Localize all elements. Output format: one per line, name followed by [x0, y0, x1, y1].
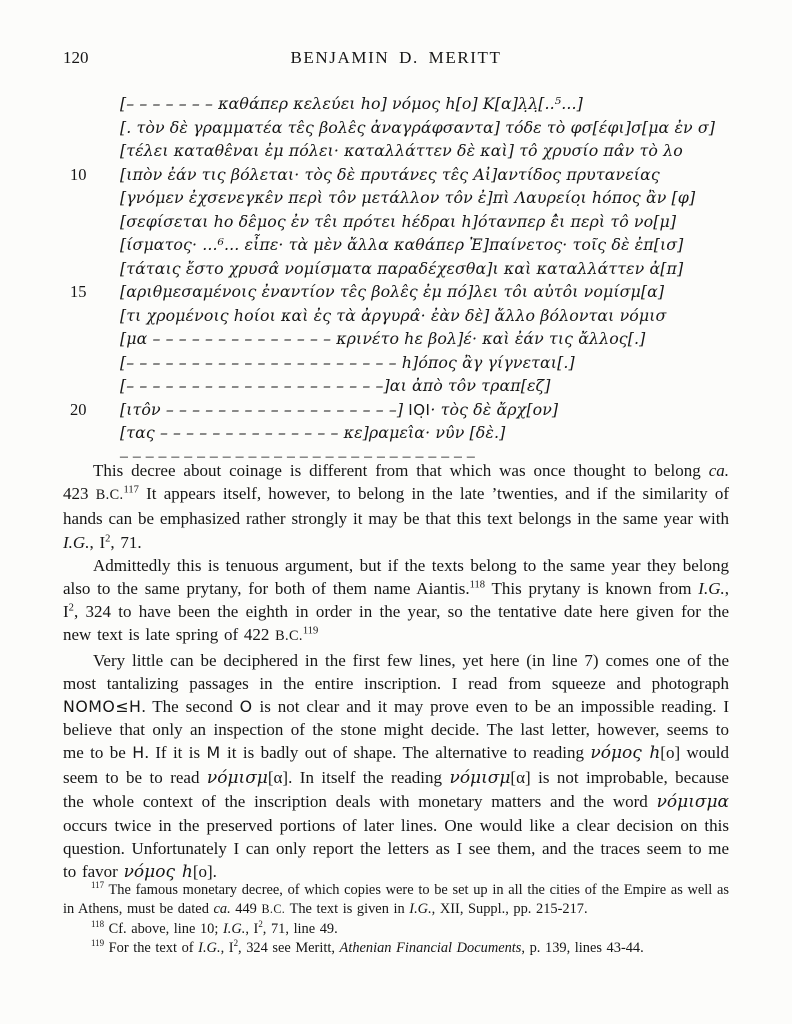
text-segment: 119 — [91, 938, 105, 949]
text-segment: B.C. — [261, 902, 286, 917]
body-text — [63, 459, 729, 885]
text-segment: [τι χρομένοις hοίοι καὶ ἐς τὰ ἀργυρα̂· ἐὰν δὲ] ἄλλο βόλονται νόμισ — [120, 305, 667, 325]
text-segment: I.G. — [222, 920, 246, 937]
text-segment: O — [239, 697, 253, 717]
text-segment: I.G. — [409, 901, 432, 918]
text-segment: Cf. above, line 10; — [104, 920, 223, 937]
inscription-line-number — [63, 328, 120, 352]
inscription-line-number — [63, 140, 120, 164]
text-segment: · τὸς δὲ ἄρχ[ον] — [430, 399, 559, 419]
paragraph — [63, 649, 729, 885]
inscription-line-text — [120, 234, 683, 258]
paragraph — [63, 554, 729, 649]
inscription-line-text — [120, 211, 676, 235]
text-segment: , 71. — [110, 532, 142, 552]
inscription-line-number — [63, 422, 120, 446]
text-segment: . If it is — [144, 743, 207, 763]
inscription-line-number: 10 — [70, 164, 87, 184]
text-segment: ΙΟ̣Ι — [408, 400, 431, 419]
text-segment: . The second — [141, 697, 240, 717]
text-segment: occurs twice in the preserved portions of later lines. One would like a clear decision on this question. Unfortunately I can only report the letters as I see them, and the traces seem to me to favor — [63, 816, 729, 882]
inscription-line-number — [63, 258, 120, 282]
inscription-line-text — [120, 164, 660, 188]
text-segment: 117 — [123, 484, 139, 496]
text-segment: 119 — [302, 625, 319, 637]
text-segment: , p. 139, lines 43-44. — [521, 940, 644, 957]
page-number: 120 — [63, 48, 89, 67]
text-segment: Admittedly this is tenuous argument, but if the texts belong to the same year they belong also to the same prytany, for both of them name Aiantis. — [63, 555, 729, 599]
text-segment: [ιπὸν ἐάν τις βόλεται· τὸς δὲ πρυτάνες τε̂ς Αἰ]αντίδος πρυτανείας — [120, 164, 660, 184]
text-segment: νόμισμα — [656, 791, 729, 812]
text-segment: I.G. — [698, 579, 725, 599]
inscription-line — [63, 281, 715, 305]
text-segment: [μα – – – – – – – – – – – – – – κρινέτο hε βολ]έ· καὶ ἐάν τις ἄλλος[.] — [120, 329, 646, 348]
text-segment: NOMO≤H — [63, 697, 142, 717]
inscription-line-text — [120, 140, 683, 164]
text-segment: [– – – – – – – καθάπερ κελεύει ho] νόμος h[o] Κ[α]λ̣λ̣[..⁵...] — [120, 94, 583, 113]
text-segment: It appears itself, however, to belong in the late ’twenties, and if the similarity of hands can be emphasized rather strongly it may be that this text belongs in the same year with — [63, 484, 730, 529]
text-segment: 2 — [258, 919, 263, 930]
inscription-line-number — [63, 375, 120, 399]
inscription-line-number — [63, 352, 120, 376]
inscription-line-text — [120, 117, 715, 141]
text-segment: [– – – – – – – – – – – – – – – – – – – – – h]όπος ἂγ γίγνεται[.] — [120, 352, 575, 372]
inscription-line — [63, 305, 715, 329]
text-segment: B.C. — [275, 628, 303, 645]
text-segment: [α] is not improbable, because the whole context of the inscription deals with monetary matters and the word — [63, 767, 729, 811]
inscription-line-text — [120, 375, 550, 399]
inscription-line — [63, 375, 715, 399]
inscription-line-number — [63, 211, 120, 235]
inscription-line-text — [120, 328, 645, 352]
text-segment: [αριθμεσαμένοις ἐναντίον τε̂ς βολε̂ς ἐμ πό]λει το̂ι αὐτο̂ι νομίσμ[α] — [120, 282, 665, 301]
inscription-line-text — [120, 352, 575, 376]
text-segment: [ιτο̂ν – – – – – – – – – – – – – – – – – –] — [120, 399, 409, 419]
inscription-line-text — [120, 187, 695, 211]
inscription-line — [63, 352, 715, 376]
text-segment: 2 — [68, 602, 74, 614]
inscription-line — [63, 140, 715, 164]
greek-inscription-block — [63, 93, 715, 468]
text-segment: Very little can be deciphered in the first few lines, yet here (in line 7) comes one of the most tantalizing passages in the entire inscription. I read from squeeze and photograph — [63, 650, 729, 693]
text-segment: [. τὸν δὲ γραμματέα τε̂ς βολε̂ς ἀναγράφσαντα] τόδε τὸ φσ[έφι]σ[μα ἐν σ] — [120, 117, 715, 137]
inscription-line — [63, 164, 715, 188]
text-segment: [τας – – – – – – – – – – – – – – κε]ραμει̂α· νυ̂ν [δὲ.] — [120, 423, 506, 442]
text-segment: [τέλει καταθε̂ναι ἐμ πόλει· καταλλάττεν δὲ καὶ] το̂ χρυσίο πα̂ν τὸ λο — [120, 141, 683, 160]
inscription-line — [63, 211, 715, 235]
footnote — [63, 920, 729, 939]
text-segment: , XII, Suppl., pp. 215-217. — [431, 901, 588, 918]
text-segment: I.G. — [63, 532, 90, 552]
text-segment: it is badly out of shape. The alternative to reading — [220, 743, 591, 763]
inscription-line-number — [63, 305, 120, 329]
running-head-author: BENJAMIN D. MERITT — [290, 48, 502, 67]
text-segment: , I — [89, 532, 106, 552]
footnote — [63, 881, 729, 920]
inscription-line — [63, 93, 715, 117]
inscription-line-text — [120, 258, 683, 282]
text-segment: I.G. — [198, 940, 221, 957]
inscription-line — [63, 234, 715, 258]
text-segment: , 71, line 49. — [262, 920, 338, 937]
text-segment: νόμος h — [123, 862, 193, 883]
text-segment: This prytany is known from — [485, 579, 699, 599]
text-segment: , 324 see Meritt, — [238, 940, 340, 957]
text-segment: 117 — [91, 880, 105, 891]
text-segment: The text is given in — [285, 901, 410, 918]
inscription-line — [63, 258, 715, 282]
text-segment: [o] would seem to be to read — [63, 743, 730, 787]
text-segment: 449 — [230, 901, 262, 918]
page-header — [63, 48, 729, 70]
text-segment: B.C. — [95, 487, 124, 504]
text-segment: , I — [245, 920, 259, 937]
text-segment: For the text of — [104, 940, 199, 957]
text-segment: ca. — [708, 461, 729, 480]
footnote — [63, 939, 729, 958]
inscription-line-text — [120, 305, 666, 329]
text-segment: 423 — [63, 484, 96, 504]
inscription-line-number — [63, 117, 120, 141]
inscription-line-number: 15 — [70, 282, 87, 301]
text-segment: [γνόμεν ἐχσενεγκε̂ν περὶ το̂ν μετάλλον το̂ν ἐ]πὶ Λαυρείο̣ι hόπος ἂν [φ] — [120, 188, 696, 207]
paragraph — [63, 459, 729, 554]
text-segment: [ίσματος· ...⁶... εἶπε· τὰ μὲν ἄλλα καθάπερ Ἐ]παίνετος· τοῖς δὲ ἐπ[ισ] — [120, 235, 684, 254]
inscription-line — [63, 117, 715, 141]
inscription-line-text — [120, 399, 558, 423]
inscription-line-number — [63, 234, 120, 258]
text-segment: Athenian Financial Documents — [339, 940, 522, 957]
text-segment: νόμισμ — [449, 767, 511, 788]
text-segment: This decree about coinage is different from that which was once thought to belong — [93, 461, 709, 480]
text-segment: , 324 to have been the eighth in order in the year, so the tentative date here given for the new text is late spring of 422 — [63, 602, 729, 645]
text-segment: [τάταις ἔστο χρυσα̂ νομίσματα παραδέχεσθα]ι καὶ καταλλάττεν ἀ[π] — [120, 258, 684, 278]
text-segment: is not clear and it may prove even to be an impossible reading. I believe that only an inspection of the stone might decide. The last letter, however, seems to me to be — [63, 697, 729, 763]
text-segment: 118 — [91, 919, 105, 930]
inscription-line-number — [63, 93, 120, 117]
text-segment: [α]. In itself the reading — [267, 767, 450, 787]
footnotes-block — [63, 881, 729, 959]
text-segment: 118 — [469, 579, 486, 591]
text-segment: [o]. — [192, 862, 217, 882]
inscription-line — [63, 187, 715, 211]
text-segment: [– – – – – – – – – – – – – – – – – – – –]αι ἀπὸ το̂ν τραπ[εζ] — [120, 376, 551, 395]
inscription-line — [63, 422, 715, 446]
inscription-line — [63, 328, 715, 352]
text-segment: H — [132, 743, 145, 763]
inscription-line-number — [63, 187, 120, 211]
inscription-separator-dashes: – – – – – – – – – – – – – – – – – – – – – – – – – – – – — [120, 447, 476, 465]
text-segment: 2 — [105, 532, 111, 544]
text-segment: , I — [220, 940, 234, 957]
text-segment: The famous monetary decree, of which copies were to be set up in all the cities of the Empire as well as in Athens, must be dated — [63, 882, 729, 918]
text-segment: ca. — [213, 901, 231, 918]
text-segment: , I — [63, 579, 729, 622]
text-segment: [σεφίσεται ho δε̂μος ἐν τε̂ι πρότει hέδραι h]ότανπερ ἐ̂ι περὶ το̂ νο[μ] — [120, 211, 677, 231]
inscription-line-text — [120, 93, 583, 117]
inscription-line-number: 20 — [70, 399, 87, 419]
text-segment: 2 — [233, 938, 239, 949]
text-segment: M — [206, 743, 221, 763]
inscription-line-text — [120, 422, 505, 446]
inscription-line — [63, 399, 715, 423]
text-segment: νόμος h — [590, 743, 661, 764]
text-segment: νόμισμ — [206, 767, 268, 788]
inscription-line-text — [120, 281, 664, 305]
